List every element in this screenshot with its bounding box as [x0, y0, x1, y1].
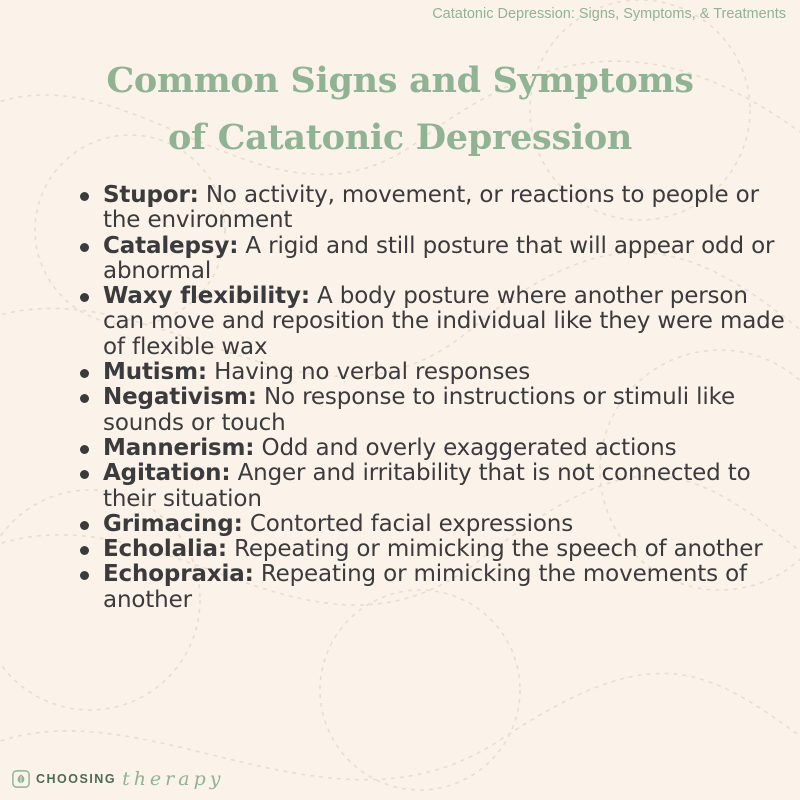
symptom-term: Agitation: — [103, 460, 231, 487]
list-item — [75, 234, 787, 285]
leaf-logo-icon — [12, 770, 30, 788]
list-item — [75, 512, 787, 537]
list-item — [75, 562, 787, 613]
symptom-term: Stupor: — [103, 182, 199, 208]
symptom-term: Negativism: — [103, 384, 257, 411]
symptom-term: Mutism: — [103, 359, 207, 386]
list-item — [75, 436, 787, 461]
symptom-description: Contorted facial expressions — [249, 510, 574, 537]
list-item — [75, 183, 787, 234]
symptom-description: A rigid and still posture that will appear odd or abnormal — [103, 232, 775, 284]
symptom-description: A body posture where another person can move and reposition the individual like they were made of flexible wax — [103, 283, 785, 360]
list-item — [75, 537, 787, 562]
symptom-term: Grimacing: — [103, 510, 243, 537]
symptom-term: Echolalia: — [103, 536, 227, 563]
footer-logo[interactable] — [12, 768, 225, 790]
symptom-description: Repeating or mimicking the speech of another — [234, 536, 763, 563]
symptom-description: Having no verbal responses — [214, 359, 531, 386]
brand-secondary: therapy — [122, 768, 225, 790]
list-item — [75, 284, 787, 360]
symptom-term: Waxy flexibility: — [103, 283, 310, 310]
title-line-1: Common Signs and Symptoms — [106, 60, 694, 101]
symptom-description: Odd and overly exaggerated actions — [261, 434, 677, 461]
symptom-description: Anger and irritability that is not connected to their situation — [103, 460, 751, 512]
title-line-2: of Catatonic Depression — [167, 117, 633, 158]
symptom-list — [75, 183, 787, 613]
list-item — [75, 461, 787, 512]
page-title — [0, 52, 800, 166]
list-item — [75, 385, 787, 436]
symptom-description: Repeating or mimicking the movements of another — [103, 561, 747, 613]
symptom-term: Catalepsy: — [103, 232, 239, 259]
header-tag: Catatonic Depression: Signs, Symptoms, & Treatments — [432, 6, 786, 22]
symptom-description: No response to instructions or stimuli like sounds or touch — [103, 384, 736, 436]
symptom-term: Mannerism: — [103, 434, 255, 461]
brand-primary: CHOOSING — [36, 772, 117, 786]
symptom-description: No activity, movement, or reactions to people or the environment — [103, 182, 759, 234]
symptom-term: Echopraxia: — [103, 561, 254, 588]
list-item — [75, 360, 787, 385]
